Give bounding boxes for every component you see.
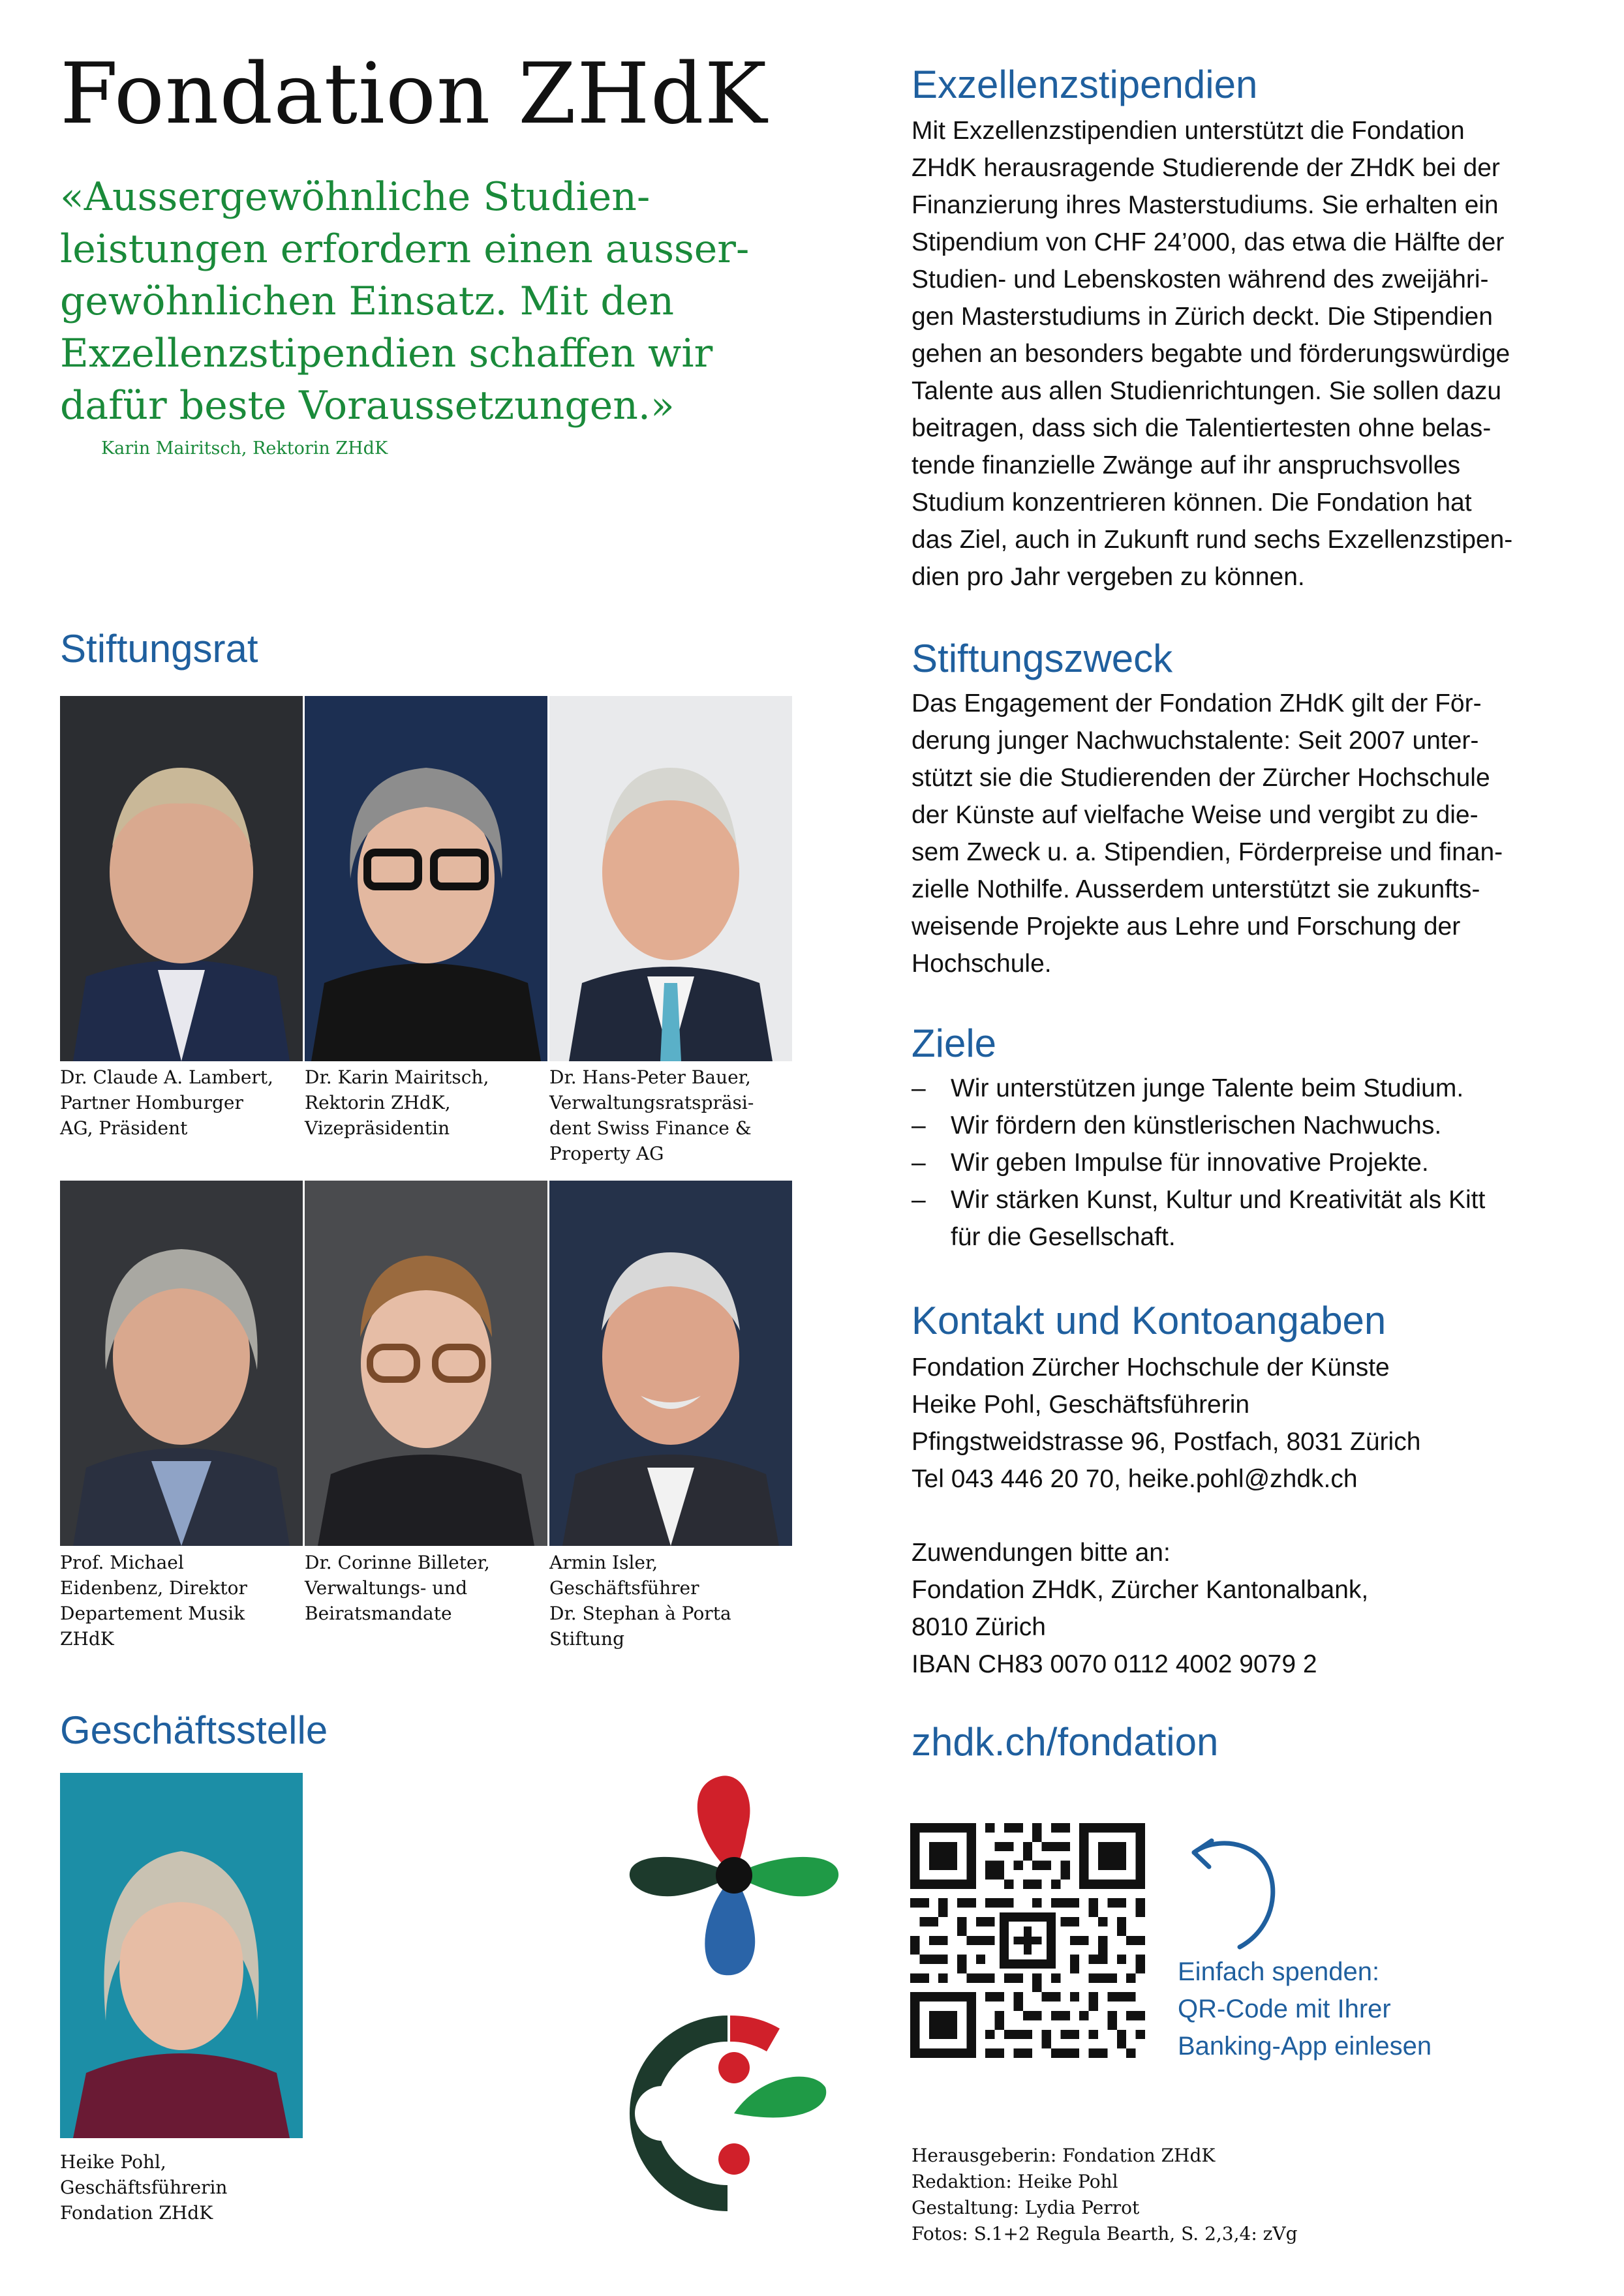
quote-line: «Aussergewöhnliche Studien-	[60, 174, 651, 220]
portrait-caption: Dr. Hans-Peter Bauer, Verwaltungsratspräsi- dent Swiss Finance & Property AG	[549, 1066, 754, 1164]
portrait-image	[60, 1181, 303, 1546]
credits: Herausgeberin: Fondation ZHdK Redaktion: Heike Pohl Gestaltung: Lydia Perrot Fotos: S.1+2 Regula Bearth, S. 2,3,4: zVg	[912, 2145, 1298, 2244]
portrait-photo-lambert	[60, 696, 303, 1061]
zweck-text: Das Engagement der Fondation ZHdK gilt der För- derung junger Nachwuchstalente: Seit 2007 unter- stützt sie die Studierenden der Zürcher Hochschule der Künste auf vielfache Weise und vergibt zu die- sem Zweck u. a. Stipendien, Förderpreise und finan- zielle Nothilfe. Ausserdem unterstützt sie zukunfts- weisende Projekte aus Lehre und Forschung der Hochschule.	[912, 689, 1503, 978]
portrait-caption: Armin Isler, Geschäftsführer Dr. Stephan à Porta Stiftung	[549, 1552, 731, 1650]
website-link[interactable]: zhdk.ch/fondation	[912, 1720, 1219, 1764]
kontakt-heading: Kontakt und Kontoangaben	[912, 1299, 1387, 1342]
quote-attribution: Karin Mairitsch, Rektorin ZHdK	[101, 438, 388, 459]
portrait-image	[549, 696, 792, 1061]
quote-line: dafür beste Voraussetzungen.»	[60, 383, 675, 429]
qr-instructions: Einfach spenden: QR-Code mit Ihrer Banking-App einlesen	[1178, 1957, 1432, 2061]
ziele-heading: Ziele	[912, 1021, 997, 1065]
qr-code[interactable]	[910, 1823, 1145, 2058]
stiftungsrat-heading: Stiftungsrat	[60, 627, 258, 671]
kontakt-address: Fondation Zürcher Hochschule der Künste Heike Pohl, Geschäftsführerin Pfingstweidstrasse 96, Postfach, 8031 Zürich Tel 043 446 20 70, heike.pohl@zhdk.ch	[912, 1349, 1564, 1498]
portrait-caption: Heike Pohl, Geschäftsführerin Fondation ZHdK	[60, 2151, 228, 2224]
portrait-image	[60, 696, 303, 1061]
portrait-photo-isler	[549, 1181, 792, 1546]
ziele-list	[912, 1070, 1485, 1256]
portrait-photo-mairitsch	[305, 696, 547, 1061]
portrait-photo-pohl	[60, 1773, 303, 2138]
kontakt-donation: Zuwendungen bitte an: Fondation ZHdK, Zürcher Kantonalbank, 8010 Zürich IBAN CH83 0070 0112 4002 9079 2	[912, 1539, 1369, 1678]
portrait-photo-eidenbenz	[60, 1181, 303, 1546]
quote	[60, 171, 856, 432]
list-item: – Wir fördern den künstlerischen Nachwuchs.	[912, 1111, 1442, 1140]
exzellenz-text: Mit Exzellenzstipendien unterstützt die Fondation ZHdK herausragende Studierende der ZHdK bei der Finanzierung ihres Masterstudiums. Sie erhalten ein Stipendium von CHF 24’000, das etwa die Hälfte der Studien- und Lebenskosten während des zweijähri- gen Masterstudiums in Zürich deckt. Die Stipendien gehen an besonders begabte und förderungswürdige Talente aus allen Studienrichtungen. Sie sollen dazu beitragen, dass sich die Talentiertesten ohne belas- tende finanzielle Zwänge auf ihr anspruchsvolles Studium konzentrieren können. Die Fondation hat das Ziel, auch in Zukunft rund sechs Exzellenzstipen- dien pro Jahr vergeben zu können.	[912, 117, 1513, 591]
portrait-image	[305, 1181, 547, 1546]
portrait-caption: Dr. Corinne Billeter, Verwaltungs- und Beiratsmandate	[305, 1552, 490, 1624]
list-item: – Wir unterstützen junge Talente beim Studium.	[912, 1074, 1464, 1102]
portrait-caption: Dr. Claude A. Lambert, Partner Homburger AG, Präsident	[60, 1066, 273, 1139]
portrait-image	[60, 1773, 303, 2138]
portrait-image	[305, 696, 547, 1061]
geschaeftsstelle-heading: Geschäftsstelle	[60, 1708, 328, 1752]
quote-line: Exzellenzstipendien schaffen wir	[60, 331, 713, 376]
list-item: – Wir stärken Kunst, Kultur und Kreativität als Kitt für die Gesellschaft.	[912, 1186, 1486, 1251]
fondation-logo-mark-top	[623, 1771, 845, 1980]
contact-phone-email[interactable]: Tel 043 446 20 70, heike.pohl@zhdk.ch	[912, 1465, 1358, 1493]
fondation-logo-mark-bottom	[617, 2002, 838, 2224]
portrait-image	[549, 1181, 792, 1546]
portrait-photo-bauer	[549, 696, 792, 1061]
portrait-photo-billeter	[305, 1181, 547, 1546]
portrait-caption: Prof. Michael Eidenbenz, Direktor Departement Musik ZHdK	[60, 1552, 247, 1650]
list-item: – Wir geben Impulse für innovative Projekte.	[912, 1149, 1429, 1177]
page-title: Fondation ZHdK	[60, 46, 768, 143]
exzellenz-heading: Exzellenzstipendien	[912, 63, 1258, 106]
quote-line: leistungen erfordern einen ausser-	[60, 226, 750, 272]
curved-arrow-icon	[1171, 1826, 1289, 1957]
portrait-caption: Dr. Karin Mairitsch, Rektorin ZHdK, Vizepräsidentin	[305, 1066, 489, 1139]
zweck-heading: Stiftungszweck	[912, 637, 1173, 680]
quote-line: gewöhnlichen Einsatz. Mit den	[60, 279, 674, 324]
